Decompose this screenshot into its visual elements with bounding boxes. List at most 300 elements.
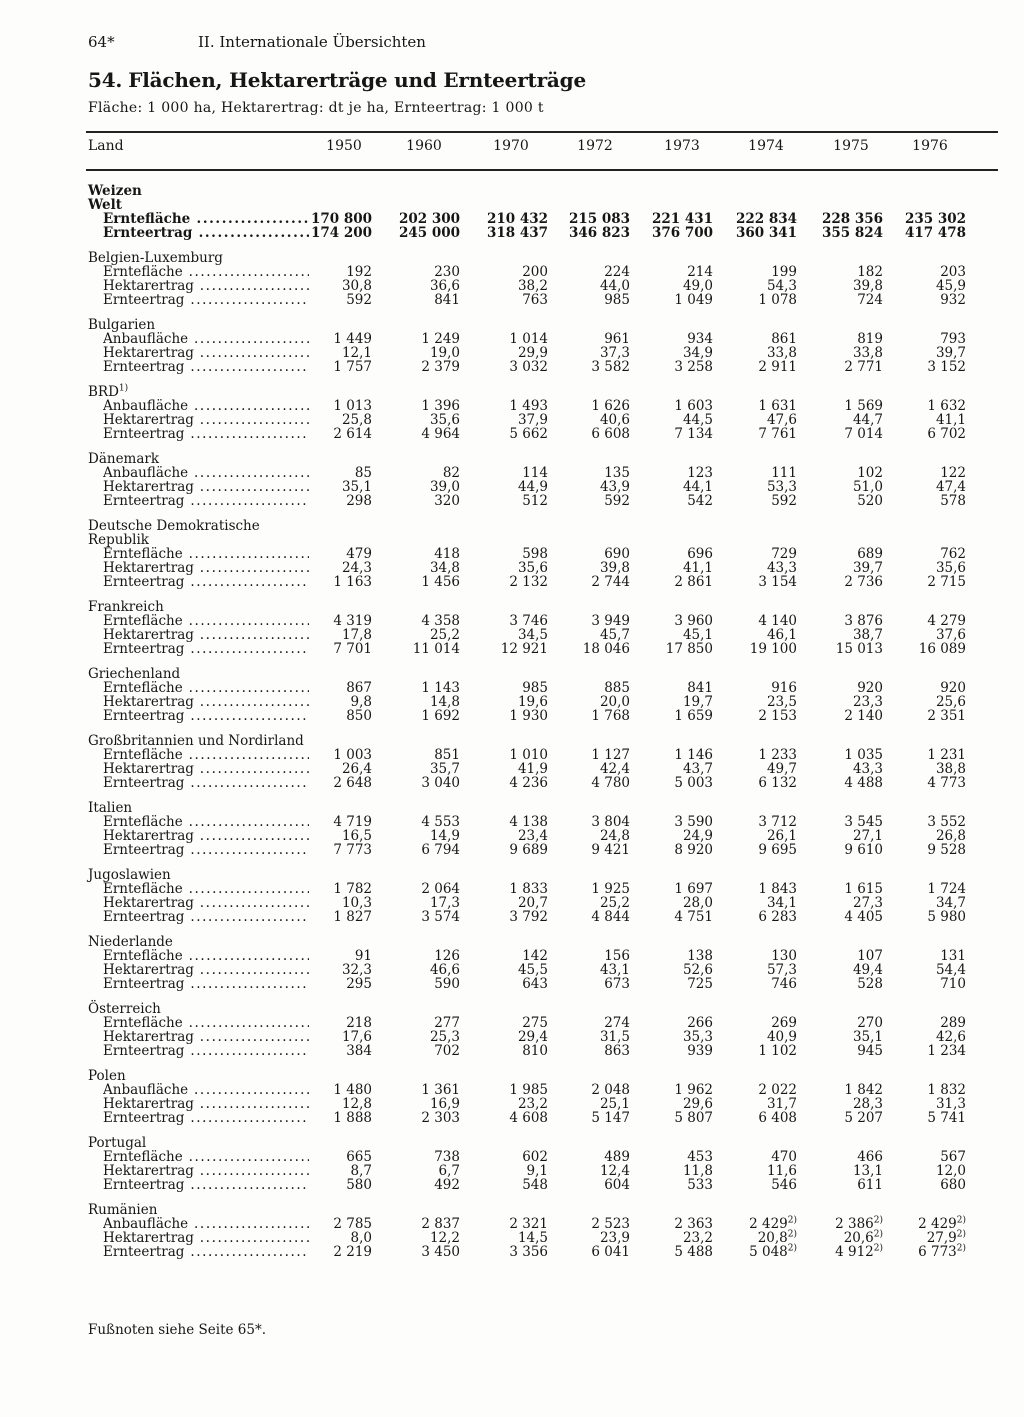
table-cell bbox=[360, 575, 460, 589]
country-name bbox=[0, 452, 1024, 466]
cell-value: 12 921 bbox=[500, 641, 548, 657]
table-row bbox=[0, 896, 1024, 910]
cell-value: 2 321 bbox=[509, 1216, 548, 1232]
cell-value: 1 930 bbox=[509, 708, 548, 724]
cell-value: 2 351 bbox=[927, 708, 966, 724]
table-row bbox=[0, 762, 1024, 776]
cell-value: 2 429 bbox=[749, 1216, 788, 1232]
table-cell bbox=[697, 1097, 797, 1111]
table-row bbox=[0, 1217, 1024, 1231]
cell-value: 12,2 bbox=[429, 1230, 460, 1246]
cell-value: 46,1 bbox=[766, 627, 797, 643]
table-cell bbox=[360, 1030, 460, 1044]
row-label: Hektarertrag ..... bbox=[103, 561, 309, 575]
country-group bbox=[0, 251, 1024, 307]
cell-value: 567 bbox=[940, 1149, 966, 1165]
table-cell bbox=[697, 346, 797, 360]
cell-value: 2 648 bbox=[333, 775, 372, 791]
table-cell bbox=[272, 279, 372, 293]
table-cell bbox=[360, 748, 460, 762]
row-label: Hektarertrag ..... bbox=[103, 628, 309, 642]
table-cell bbox=[697, 949, 797, 963]
cell-value: 49,7 bbox=[766, 761, 797, 777]
cell-value: 690 bbox=[604, 546, 630, 562]
cell-value: 6 794 bbox=[421, 842, 460, 858]
table-cell bbox=[866, 829, 966, 843]
table-cell bbox=[866, 212, 966, 226]
table-cell bbox=[697, 332, 797, 346]
country-name bbox=[0, 385, 1024, 399]
cell-value: 5 048 bbox=[749, 1244, 788, 1260]
table-cell bbox=[360, 709, 460, 723]
cell-value: 4 138 bbox=[509, 814, 548, 830]
land-column-header: Land bbox=[88, 138, 124, 154]
table-cell bbox=[272, 360, 372, 374]
cell-value: 470 bbox=[771, 1149, 797, 1165]
country-name bbox=[0, 600, 1024, 614]
table-cell bbox=[360, 427, 460, 441]
cell-value: 1 146 bbox=[674, 747, 713, 763]
cell-value: 270 bbox=[857, 1015, 883, 1031]
cell-value: 174 200 bbox=[310, 225, 372, 241]
cell-value: 9 528 bbox=[927, 842, 966, 858]
cell-value: 1 659 bbox=[674, 708, 713, 724]
cell-value: 418 bbox=[434, 546, 460, 562]
table-cell bbox=[697, 1217, 797, 1231]
cell-value: 1 456 bbox=[421, 574, 460, 590]
footnote-marker: 2) bbox=[787, 1229, 797, 1240]
table-cell bbox=[697, 279, 797, 293]
table-cell bbox=[272, 642, 372, 656]
table-row bbox=[0, 963, 1024, 977]
cell-value: 11,6 bbox=[766, 1163, 797, 1179]
table-row bbox=[0, 575, 1024, 589]
cell-value: 1 014 bbox=[509, 331, 548, 347]
cell-value: 5 807 bbox=[674, 1110, 713, 1126]
table-cell bbox=[272, 293, 372, 307]
table-row bbox=[0, 1164, 1024, 1178]
cell-value: 602 bbox=[522, 1149, 548, 1165]
table-row bbox=[0, 1030, 1024, 1044]
cell-value: 763 bbox=[522, 292, 548, 308]
table-cell bbox=[272, 399, 372, 413]
cell-value: 14,8 bbox=[429, 694, 460, 710]
cell-value: 29,6 bbox=[682, 1096, 713, 1112]
table-cell bbox=[360, 399, 460, 413]
cell-value: 221 431 bbox=[651, 211, 713, 227]
table-cell bbox=[360, 829, 460, 843]
row-label: Erntefläche ..... bbox=[103, 1016, 309, 1030]
row-label: Ernteertrag ..... bbox=[103, 293, 309, 307]
table-row bbox=[0, 494, 1024, 508]
cell-value: 1 163 bbox=[333, 574, 372, 590]
row-label: Anbaufläche ..... bbox=[103, 332, 309, 346]
country-group bbox=[0, 1136, 1024, 1192]
table-row bbox=[0, 427, 1024, 441]
cell-value: 1 569 bbox=[844, 398, 883, 414]
cell-value: 4 236 bbox=[509, 775, 548, 791]
cell-value: 2 022 bbox=[758, 1082, 797, 1098]
cell-value: 54,4 bbox=[935, 962, 966, 978]
cell-value: 1 143 bbox=[421, 680, 460, 696]
cell-value: 31,3 bbox=[935, 1096, 966, 1112]
table-cell bbox=[360, 843, 460, 857]
table-cell bbox=[866, 293, 966, 307]
table-cell bbox=[866, 614, 966, 628]
table-cell bbox=[866, 466, 966, 480]
table-cell bbox=[360, 977, 460, 991]
country-group bbox=[0, 667, 1024, 723]
cell-value: 4 912 bbox=[835, 1244, 874, 1260]
cell-value: 1 013 bbox=[333, 398, 372, 414]
cell-value: 3 876 bbox=[844, 613, 883, 629]
table-cell bbox=[272, 896, 372, 910]
table-row bbox=[0, 413, 1024, 427]
table-row bbox=[0, 910, 1024, 924]
cell-value: 1 234 bbox=[927, 1043, 966, 1059]
cell-value: 1 626 bbox=[591, 398, 630, 414]
table-cell bbox=[866, 1030, 966, 1044]
cell-value: 135 bbox=[604, 465, 630, 481]
cell-value: 592 bbox=[604, 493, 630, 509]
table-cell bbox=[697, 293, 797, 307]
cell-value: 43,7 bbox=[682, 761, 713, 777]
cell-value: 28,3 bbox=[852, 1096, 883, 1112]
cell-value: 724 bbox=[857, 292, 883, 308]
table-cell bbox=[360, 480, 460, 494]
table-cell bbox=[272, 977, 372, 991]
cell-value: 6 608 bbox=[591, 426, 630, 442]
table-cell bbox=[866, 695, 966, 709]
table-cell bbox=[272, 1231, 372, 1245]
cell-value: 1 396 bbox=[421, 398, 460, 414]
cell-value: 277 bbox=[434, 1015, 460, 1031]
cell-value: 107 bbox=[857, 948, 883, 964]
cell-value: 31,5 bbox=[599, 1029, 630, 1045]
cell-value: 29,4 bbox=[517, 1029, 548, 1045]
cell-value: 8,7 bbox=[350, 1163, 372, 1179]
cell-value: 3 582 bbox=[591, 359, 630, 375]
table-cell bbox=[272, 628, 372, 642]
row-label: Ernteertrag ..... bbox=[103, 776, 309, 790]
cell-value: 43,3 bbox=[766, 560, 797, 576]
table-cell bbox=[866, 963, 966, 977]
table-cell bbox=[697, 963, 797, 977]
cell-value: 841 bbox=[434, 292, 460, 308]
row-label: Hektarertrag ..... bbox=[103, 1164, 309, 1178]
country-name bbox=[0, 734, 1024, 748]
cell-value: 35,6 bbox=[429, 412, 460, 428]
row-label: Hektarertrag ..... bbox=[103, 1231, 309, 1245]
cell-value: 39,8 bbox=[852, 278, 883, 294]
table-cell bbox=[697, 628, 797, 642]
cell-value: 2 744 bbox=[591, 574, 630, 590]
table-cell bbox=[697, 1164, 797, 1178]
cell-value: 138 bbox=[687, 948, 713, 964]
cell-value: 1 842 bbox=[844, 1082, 883, 1098]
cell-value: 643 bbox=[522, 976, 548, 992]
cell-value: 1 692 bbox=[421, 708, 460, 724]
cell-value: 4 773 bbox=[927, 775, 966, 791]
table-cell bbox=[360, 695, 460, 709]
cell-value: 1 925 bbox=[591, 881, 630, 897]
cell-value: 3 746 bbox=[509, 613, 548, 629]
table-cell bbox=[697, 1245, 797, 1259]
cell-value: 4 844 bbox=[591, 909, 630, 925]
cell-value: 27,9 bbox=[926, 1230, 957, 1246]
table-cell bbox=[360, 614, 460, 628]
cell-value: 34,9 bbox=[682, 345, 713, 361]
cell-value: 130 bbox=[771, 948, 797, 964]
cell-value: 16,5 bbox=[341, 828, 372, 844]
table-cell bbox=[866, 279, 966, 293]
cell-value: 35,3 bbox=[682, 1029, 713, 1045]
cell-value: 41,1 bbox=[682, 560, 713, 576]
table-cell bbox=[697, 896, 797, 910]
country-name bbox=[0, 318, 1024, 332]
cell-value: 31,7 bbox=[766, 1096, 797, 1112]
cell-value: 40,9 bbox=[766, 1029, 797, 1045]
country-name-text: Polen bbox=[88, 1068, 126, 1084]
table-cell bbox=[360, 1245, 460, 1259]
year-header: 1970 bbox=[493, 138, 529, 154]
cell-value: 6,7 bbox=[438, 1163, 460, 1179]
footnote-marker: 2) bbox=[956, 1229, 966, 1240]
table-row bbox=[0, 1016, 1024, 1030]
cell-value: 3 552 bbox=[927, 814, 966, 830]
cell-value: 4 719 bbox=[333, 814, 372, 830]
table-cell bbox=[866, 681, 966, 695]
table-cell bbox=[272, 910, 372, 924]
cell-value: 51,0 bbox=[852, 479, 883, 495]
table-row bbox=[0, 695, 1024, 709]
cell-value: 861 bbox=[771, 331, 797, 347]
table-cell bbox=[697, 910, 797, 924]
cell-value: 26,1 bbox=[766, 828, 797, 844]
cell-value: 170 800 bbox=[310, 211, 372, 227]
cell-value: 841 bbox=[687, 680, 713, 696]
cell-value: 2 736 bbox=[844, 574, 883, 590]
cell-value: 38,7 bbox=[852, 627, 883, 643]
table-cell bbox=[866, 882, 966, 896]
table-cell bbox=[697, 1044, 797, 1058]
cell-value: 1 231 bbox=[927, 747, 966, 763]
cell-value: 318 437 bbox=[486, 225, 548, 241]
cell-value: 1 962 bbox=[674, 1082, 713, 1098]
table-row bbox=[0, 1178, 1024, 1192]
country-name bbox=[0, 1136, 1024, 1150]
cell-value: 44,7 bbox=[852, 412, 883, 428]
row-label: Ernteertrag ..... bbox=[103, 1178, 309, 1192]
cell-value: 598 bbox=[522, 546, 548, 562]
cell-value: 47,6 bbox=[766, 412, 797, 428]
cell-value: 12,8 bbox=[341, 1096, 372, 1112]
table-cell bbox=[360, 1178, 460, 1192]
table-cell bbox=[866, 1083, 966, 1097]
country-group bbox=[0, 935, 1024, 991]
country-name bbox=[0, 935, 1024, 949]
cell-value: 39,7 bbox=[935, 345, 966, 361]
cell-value: 6 283 bbox=[758, 909, 797, 925]
table-row bbox=[0, 226, 1024, 240]
country-group bbox=[0, 385, 1024, 441]
cell-value: 35,1 bbox=[341, 479, 372, 495]
cell-value: 38,8 bbox=[935, 761, 966, 777]
table-row bbox=[0, 480, 1024, 494]
cell-value: 215 083 bbox=[568, 211, 630, 227]
cell-value: 5 003 bbox=[674, 775, 713, 791]
cell-value: 546 bbox=[771, 1177, 797, 1193]
cell-value: 417 478 bbox=[904, 225, 966, 241]
table-cell bbox=[360, 1044, 460, 1058]
cell-value: 7 014 bbox=[844, 426, 883, 442]
table-cell bbox=[866, 977, 966, 991]
table-cell bbox=[360, 1164, 460, 1178]
cell-value: 39,8 bbox=[599, 560, 630, 576]
cell-value: 1 985 bbox=[509, 1082, 548, 1098]
cell-value: 32,3 bbox=[341, 962, 372, 978]
country-name bbox=[0, 1203, 1024, 1217]
cell-value: 611 bbox=[857, 1177, 883, 1193]
country-name-text: Bulgarien bbox=[88, 317, 156, 333]
cell-value: 45,7 bbox=[599, 627, 630, 643]
country-group bbox=[0, 868, 1024, 924]
cell-value: 199 bbox=[771, 264, 797, 280]
footnote-marker: 2) bbox=[956, 1215, 966, 1226]
table-cell bbox=[866, 1150, 966, 1164]
cell-value: 592 bbox=[771, 493, 797, 509]
cell-value: 17,6 bbox=[341, 1029, 372, 1045]
cell-value: 44,0 bbox=[599, 278, 630, 294]
cell-value: 4 140 bbox=[758, 613, 797, 629]
cell-value: 235 302 bbox=[904, 211, 966, 227]
cell-value: 920 bbox=[857, 680, 883, 696]
cell-value: 102 bbox=[857, 465, 883, 481]
footnote-marker: 2) bbox=[787, 1243, 797, 1254]
cell-value: 19 100 bbox=[749, 641, 797, 657]
row-label: Anbaufläche ..... bbox=[103, 466, 309, 480]
table-cell bbox=[866, 1111, 966, 1125]
table-row bbox=[0, 642, 1024, 656]
cell-value: 17,8 bbox=[341, 627, 372, 643]
cell-value: 6 132 bbox=[758, 775, 797, 791]
table-cell bbox=[360, 360, 460, 374]
table-cell bbox=[272, 709, 372, 723]
cell-value: 26,8 bbox=[935, 828, 966, 844]
cell-value: 43,1 bbox=[599, 962, 630, 978]
cell-value: 210 432 bbox=[486, 211, 548, 227]
cell-value: 7 773 bbox=[333, 842, 372, 858]
table-cell bbox=[360, 910, 460, 924]
cell-value: 916 bbox=[771, 680, 797, 696]
cell-value: 39,7 bbox=[852, 560, 883, 576]
cell-value: 3 032 bbox=[509, 359, 548, 375]
cell-value: 2 386 bbox=[835, 1216, 874, 1232]
cell-value: 725 bbox=[687, 976, 713, 992]
table-cell bbox=[360, 1231, 460, 1245]
table-cell bbox=[360, 494, 460, 508]
cell-value: 12,4 bbox=[599, 1163, 630, 1179]
table-cell bbox=[866, 547, 966, 561]
table-cell bbox=[272, 748, 372, 762]
cell-value: 479 bbox=[346, 546, 372, 562]
country-group bbox=[0, 801, 1024, 857]
table-row bbox=[0, 829, 1024, 843]
cell-value: 23,9 bbox=[599, 1230, 630, 1246]
cell-value: 269 bbox=[771, 1015, 797, 1031]
table-cell bbox=[360, 815, 460, 829]
country-name bbox=[0, 667, 1024, 681]
cell-value: 7 701 bbox=[333, 641, 372, 657]
cell-value: 49,4 bbox=[852, 962, 883, 978]
cell-value: 5 207 bbox=[844, 1110, 883, 1126]
country-group bbox=[0, 600, 1024, 656]
table-cell bbox=[866, 1245, 966, 1259]
table-cell bbox=[697, 681, 797, 695]
year-header: 1950 bbox=[326, 138, 362, 154]
table-cell bbox=[272, 882, 372, 896]
table-cell bbox=[697, 1016, 797, 1030]
cell-value: 111 bbox=[771, 465, 797, 481]
section-title: II. Internationale Übersichten bbox=[198, 33, 426, 51]
table-cell bbox=[272, 1083, 372, 1097]
cell-value: 1 833 bbox=[509, 881, 548, 897]
cell-value: 34,5 bbox=[517, 627, 548, 643]
cell-value: 28,0 bbox=[682, 895, 713, 911]
table-cell bbox=[697, 829, 797, 843]
cell-value: 6 702 bbox=[927, 426, 966, 442]
cell-value: 2 379 bbox=[421, 359, 460, 375]
row-label: Hektarertrag ..... bbox=[103, 1097, 309, 1111]
table-cell bbox=[272, 681, 372, 695]
row-label: Erntefläche ..... bbox=[103, 547, 309, 561]
table-cell bbox=[272, 413, 372, 427]
cell-value: 665 bbox=[346, 1149, 372, 1165]
cell-value: 4 319 bbox=[333, 613, 372, 629]
table-cell bbox=[272, 226, 372, 240]
cell-value: 245 000 bbox=[398, 225, 460, 241]
cell-value: 2 064 bbox=[421, 881, 460, 897]
cell-value: 14,5 bbox=[517, 1230, 548, 1246]
cell-value: 202 300 bbox=[398, 211, 460, 227]
country-name bbox=[0, 519, 1024, 533]
cell-value: 36,6 bbox=[429, 278, 460, 294]
cell-value: 274 bbox=[604, 1015, 630, 1031]
cell-value: 5 662 bbox=[509, 426, 548, 442]
table-row bbox=[0, 293, 1024, 307]
table-cell bbox=[360, 561, 460, 575]
row-label: Hektarertrag ..... bbox=[103, 480, 309, 494]
table-row bbox=[0, 547, 1024, 561]
table-cell bbox=[866, 1016, 966, 1030]
cell-value: 710 bbox=[940, 976, 966, 992]
row-label: Ernteertrag ..... bbox=[103, 360, 309, 374]
cell-value: 729 bbox=[771, 546, 797, 562]
country-name-text: Belgien-Luxemburg bbox=[88, 250, 223, 266]
cell-value: 696 bbox=[687, 546, 713, 562]
cell-value: 275 bbox=[522, 1015, 548, 1031]
table-cell bbox=[697, 1231, 797, 1245]
table-cell bbox=[272, 762, 372, 776]
cell-value: 3 712 bbox=[758, 814, 797, 830]
table-number: 54. bbox=[88, 68, 123, 92]
table-cell bbox=[360, 1083, 460, 1097]
header-rule bbox=[86, 169, 998, 171]
cell-value: 23,2 bbox=[682, 1230, 713, 1246]
table-cell bbox=[272, 815, 372, 829]
cell-value: 5 741 bbox=[927, 1110, 966, 1126]
country-name bbox=[0, 801, 1024, 815]
